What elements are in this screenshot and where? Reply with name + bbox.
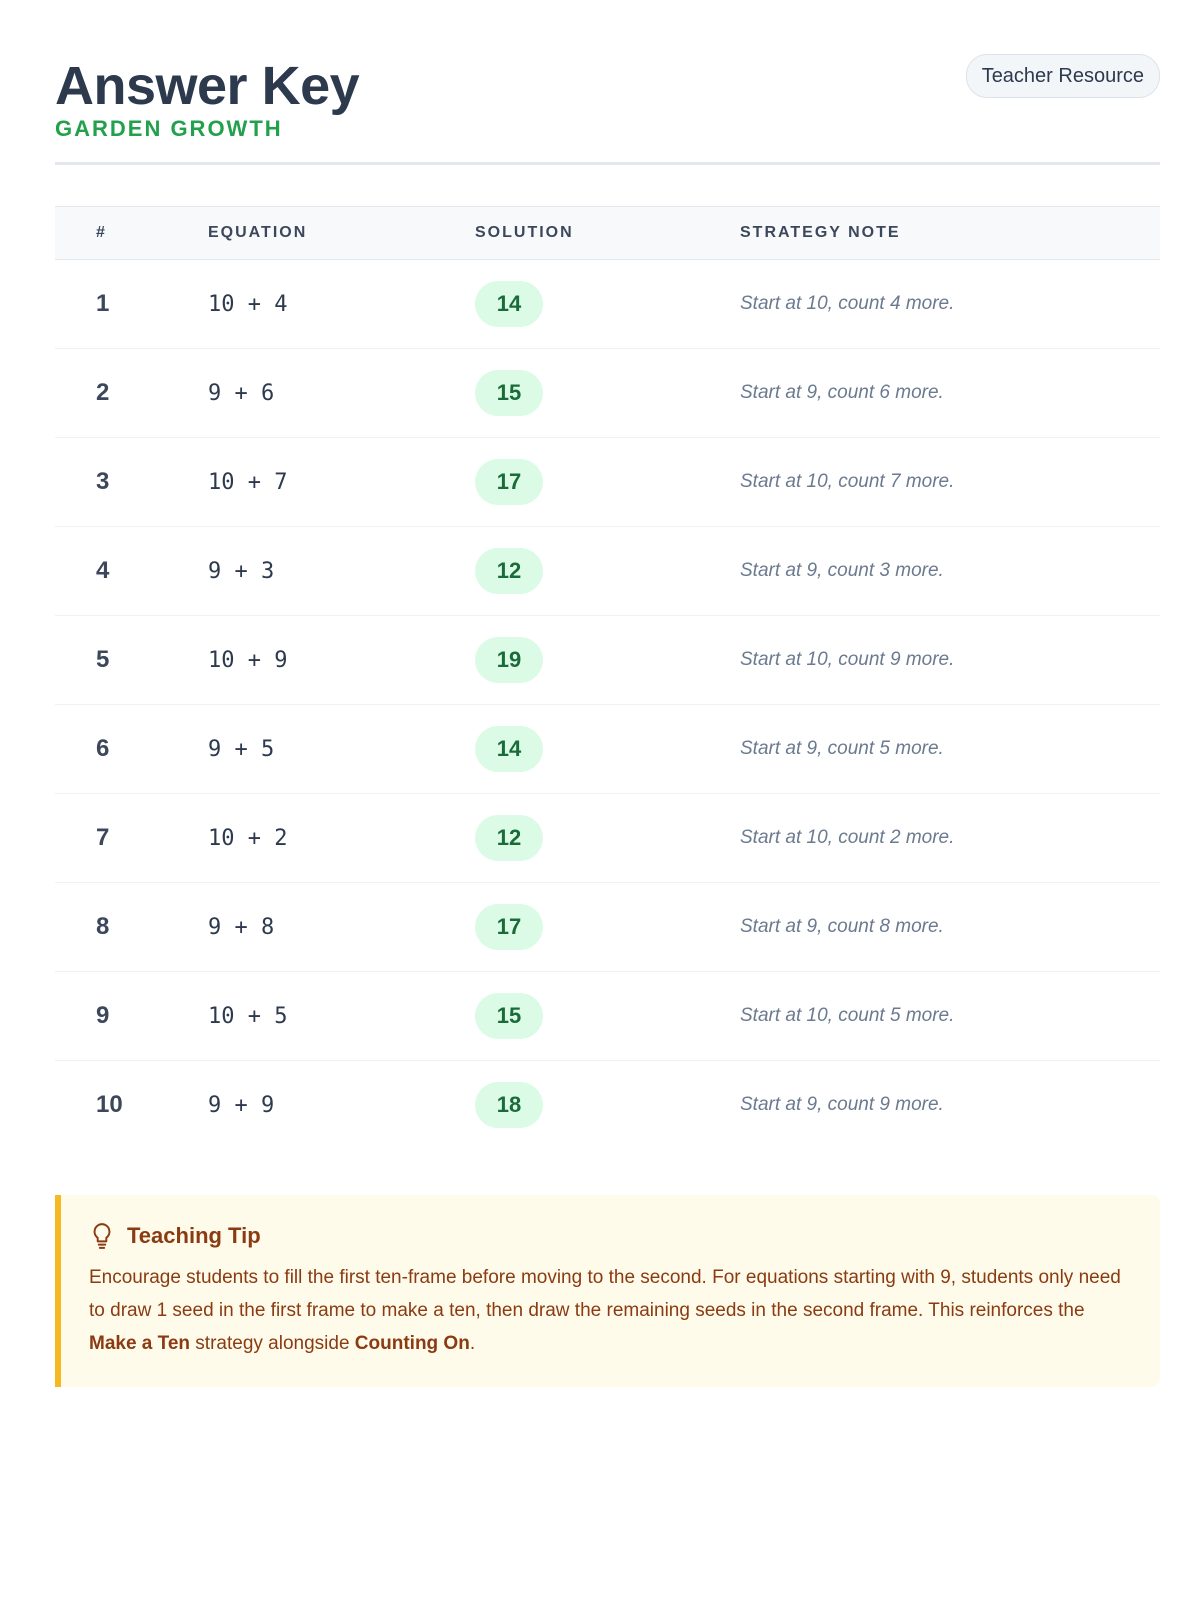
strategy-note: Start at 9, count 5 more. — [740, 738, 944, 759]
solution-cell — [475, 794, 740, 883]
equation-cell — [208, 616, 475, 705]
equation: 9 + 8 — [208, 914, 275, 940]
equation-cell — [208, 527, 475, 616]
solution-badge: 14 — [475, 281, 543, 327]
row-number-cell — [55, 438, 208, 527]
solution-cell — [475, 883, 740, 972]
row-number: 7 — [96, 824, 110, 851]
equation-cell — [208, 438, 475, 527]
strategy-note: Start at 9, count 3 more. — [740, 560, 944, 581]
row-number: 9 — [96, 1002, 110, 1029]
strategy-note: Start at 10, count 2 more. — [740, 827, 955, 848]
strategy-note-cell — [740, 1061, 1160, 1150]
table-header-row — [55, 207, 1160, 260]
lightbulb-icon — [89, 1222, 115, 1250]
row-number-cell — [55, 705, 208, 794]
row-number: 8 — [96, 913, 110, 940]
column-header-number: # — [55, 207, 208, 260]
equation-cell — [208, 349, 475, 438]
teaching-tip-header — [89, 1221, 1130, 1251]
solution-cell — [475, 1061, 740, 1150]
solution-badge: 17 — [475, 904, 543, 950]
solution-badge: 19 — [475, 637, 543, 683]
teaching-tip-title: Teaching Tip — [127, 1223, 261, 1248]
equation: 10 + 5 — [208, 1003, 288, 1029]
row-number: 3 — [96, 468, 110, 495]
solution-badge: 12 — [475, 548, 543, 594]
tip-text-1: Encourage students to fill the first ten-frame before moving to the second. For equations starting with 9, students only need to draw 1 seed in the first frame to make a ten, then draw the remaining seeds in the second frame. This reinforces the — [89, 1267, 1121, 1321]
page-title: Answer Key — [55, 56, 360, 116]
row-number-cell — [55, 883, 208, 972]
equation: 9 + 9 — [208, 1092, 275, 1118]
strategy-note-cell — [740, 527, 1160, 616]
tip-text-2: strategy alongside — [190, 1333, 355, 1354]
strategy-note-cell — [740, 616, 1160, 705]
table-row — [55, 349, 1160, 438]
equation: 9 + 5 — [208, 736, 275, 762]
solution-cell — [475, 349, 740, 438]
strategy-note-cell — [740, 705, 1160, 794]
equation-cell — [208, 883, 475, 972]
equation: 10 + 7 — [208, 469, 288, 495]
row-number-cell — [55, 972, 208, 1061]
strategy-counting-on: Counting On — [354, 1333, 470, 1354]
solution-cell — [475, 616, 740, 705]
strategy-note-cell — [740, 972, 1160, 1061]
teaching-tip-body — [89, 1261, 1130, 1360]
answer-table — [55, 206, 1160, 1149]
equation: 9 + 6 — [208, 380, 275, 406]
solution-cell — [475, 705, 740, 794]
table-row — [55, 616, 1160, 705]
equation-cell — [208, 260, 475, 349]
table-row — [55, 1061, 1160, 1150]
strategy-note-cell — [740, 883, 1160, 972]
solution-badge: 15 — [475, 370, 543, 416]
row-number: 6 — [96, 735, 110, 762]
equation: 10 + 2 — [208, 825, 288, 851]
equation: 10 + 9 — [208, 647, 288, 673]
row-number-cell — [55, 349, 208, 438]
table-row — [55, 794, 1160, 883]
column-header-strategy-note: STRATEGY NOTE — [740, 207, 1160, 260]
equation: 9 + 3 — [208, 558, 275, 584]
column-header-equation: EQUATION — [208, 207, 475, 260]
strategy-note: Start at 10, count 9 more. — [740, 649, 955, 670]
strategy-note: Start at 9, count 6 more. — [740, 382, 944, 403]
strategy-note-cell — [740, 438, 1160, 527]
solution-cell — [475, 260, 740, 349]
solution-badge: 12 — [475, 815, 543, 861]
strategy-note-cell — [740, 794, 1160, 883]
solution-cell — [475, 527, 740, 616]
equation-cell — [208, 794, 475, 883]
equation-cell — [208, 705, 475, 794]
page-subtitle: GARDEN GROWTH — [55, 116, 283, 141]
strategy-note-cell — [740, 260, 1160, 349]
solution-badge: 14 — [475, 726, 543, 772]
row-number-cell — [55, 616, 208, 705]
answer-table-body — [55, 260, 1160, 1150]
teaching-tip-box — [55, 1195, 1160, 1387]
table-row — [55, 260, 1160, 349]
solution-cell — [475, 972, 740, 1061]
strategy-note: Start at 10, count 4 more. — [740, 293, 955, 314]
row-number-cell — [55, 527, 208, 616]
equation: 10 + 4 — [208, 291, 288, 317]
row-number: 5 — [96, 646, 110, 673]
strategy-note: Start at 9, count 9 more. — [740, 1094, 944, 1115]
row-number: 1 — [96, 290, 110, 317]
solution-badge: 18 — [475, 1082, 543, 1128]
table-row — [55, 883, 1160, 972]
solution-cell — [475, 438, 740, 527]
table-row — [55, 972, 1160, 1061]
strategy-make-a-ten: Make a Ten — [89, 1333, 191, 1354]
strategy-note-cell — [740, 349, 1160, 438]
row-number-cell — [55, 794, 208, 883]
column-header-solution: SOLUTION — [475, 207, 740, 260]
row-number: 2 — [96, 379, 110, 406]
teacher-resource-badge: Teacher Resource — [966, 54, 1160, 98]
equation-cell — [208, 1061, 475, 1150]
page-header — [55, 50, 1160, 165]
strategy-note: Start at 9, count 8 more. — [740, 916, 944, 937]
strategy-note: Start at 10, count 5 more. — [740, 1005, 955, 1026]
solution-badge: 17 — [475, 459, 543, 505]
solution-badge: 15 — [475, 993, 543, 1039]
row-number-cell — [55, 260, 208, 349]
table-row — [55, 438, 1160, 527]
row-number-cell — [55, 1061, 208, 1150]
table-row — [55, 705, 1160, 794]
table-row — [55, 527, 1160, 616]
row-number: 10 — [96, 1091, 123, 1118]
strategy-note: Start at 10, count 7 more. — [740, 471, 955, 492]
equation-cell — [208, 972, 475, 1061]
row-number: 4 — [96, 557, 110, 584]
tip-text-3: . — [469, 1333, 476, 1354]
